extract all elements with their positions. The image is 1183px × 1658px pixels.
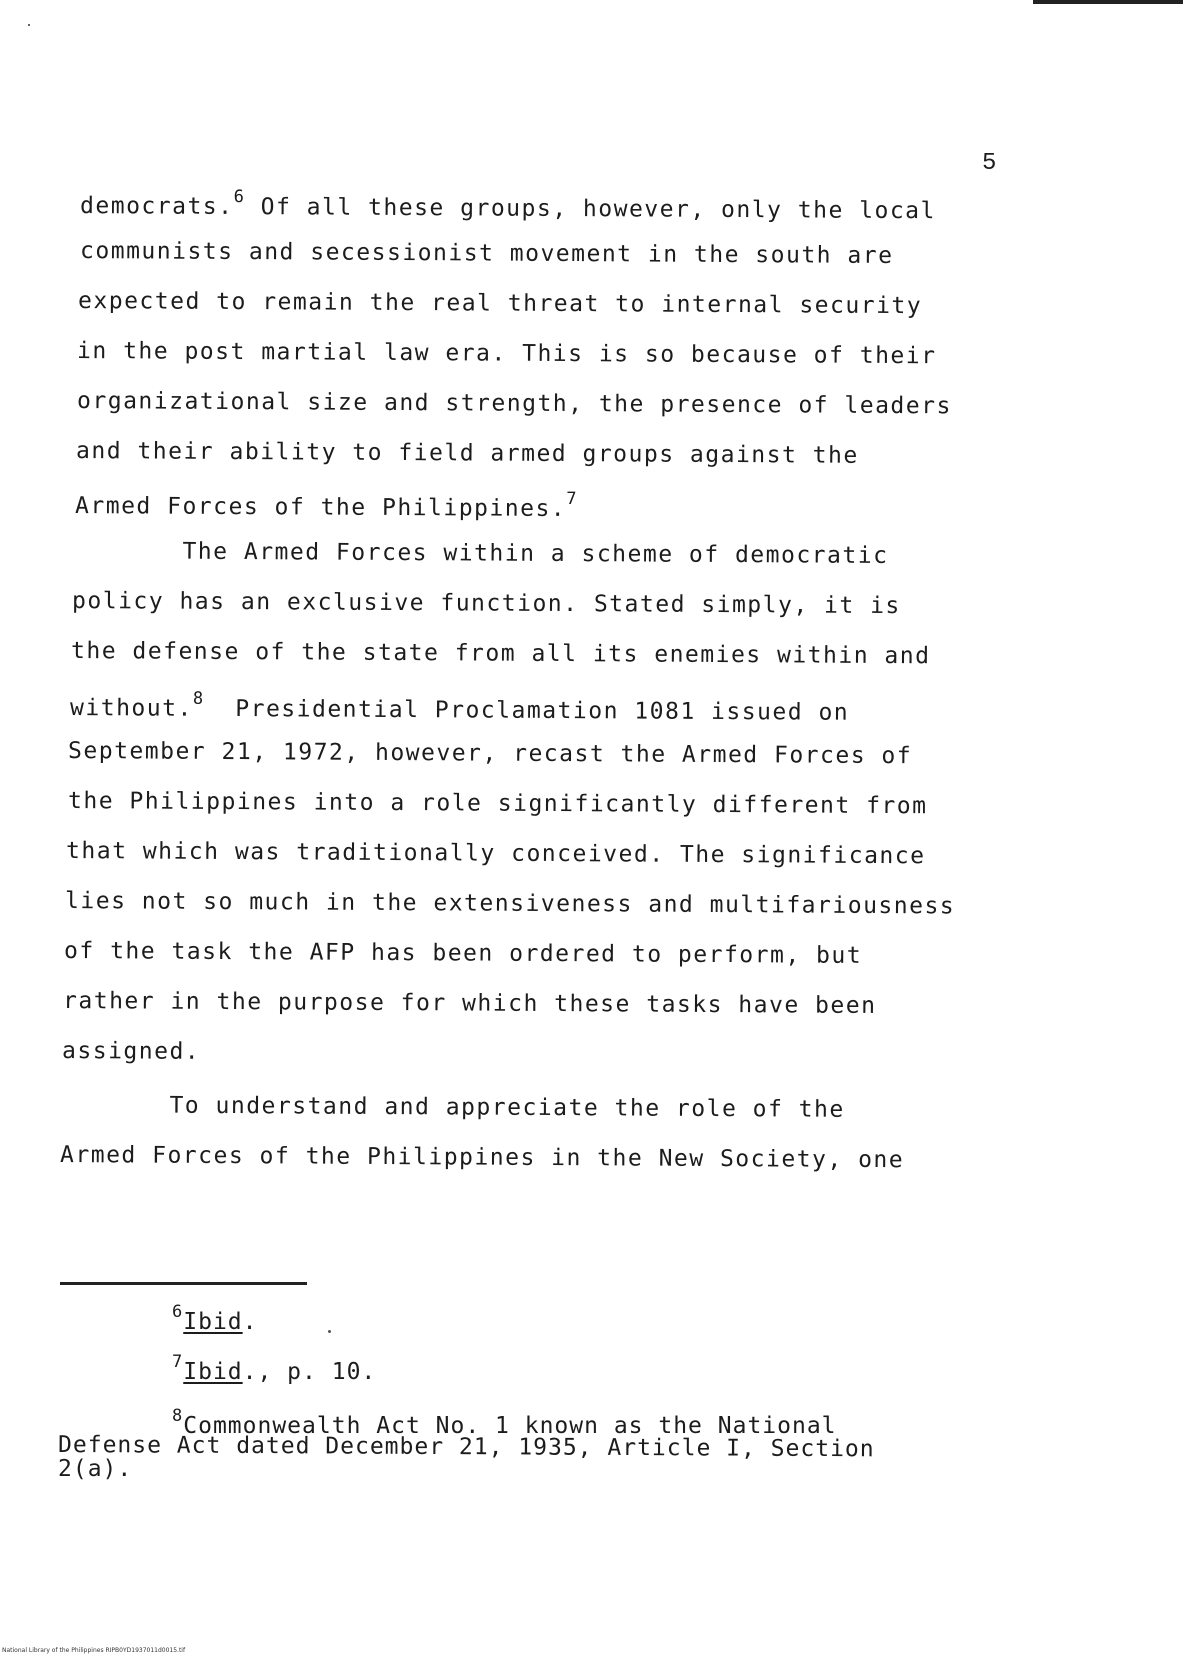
footnote-number: 6: [172, 1302, 184, 1322]
footnote-title: Ibid: [183, 1359, 243, 1385]
footnote-7: $^7$Ibid., p. 10.: [172, 1352, 377, 1385]
footnote-ref: 8: [192, 688, 205, 709]
body-line: rather in the purpose for which these tasks have been: [63, 988, 877, 1019]
body-line: in the post martial law era. This is so because of their: [77, 338, 937, 370]
body-line: lies not so much in the extensiveness and multifariousness: [65, 888, 956, 920]
page-number: 5: [982, 150, 997, 177]
scan-speck: [28, 24, 30, 26]
footnote-number: 7: [172, 1352, 184, 1372]
body-line: Armed Forces of the Philippines in the New Society, one: [60, 1142, 905, 1174]
scan-speck: [328, 1330, 331, 1333]
footnote-separator: [60, 1282, 307, 1285]
body-line: that which was traditionally conceived. The significance: [66, 838, 926, 870]
body-line: Armed Forces of the Philippines.$^7$: [75, 489, 579, 522]
archive-footer: National Library of the Philippines RIPB0YD1937011d0015.tif: [2, 1647, 186, 1654]
footnote-6: $^6$Ibid.: [172, 1302, 258, 1335]
body-line: communists and secessionist movement in the south are: [80, 238, 894, 269]
footnote-title: Ibid: [183, 1309, 243, 1335]
body-line: the defense of the state from all its enemies within and: [71, 638, 931, 670]
body-line: To understand and appreciate the role of the: [62, 1092, 845, 1123]
body-line: assigned.: [62, 1038, 201, 1065]
footnote-number: 8: [172, 1406, 184, 1426]
body-line: The Armed Forces within a scheme of democratic: [75, 538, 889, 569]
body-line: expected to remain the real threat to internal security: [78, 288, 923, 320]
footnote-8-line2: Defense Act dated December 21, 1935, Article I, Section: [58, 1432, 875, 1463]
body-line: without.$^8$ Presidential Proclamation 1081 issued on: [70, 688, 850, 726]
footnote-8-line3: 2(a).: [58, 1456, 133, 1482]
body-line: September 21, 1972, however, recast the Armed Forces of: [68, 738, 913, 770]
body-line: of the task the AFP has been ordered to perform, but: [64, 938, 863, 969]
body-line: and their ability to field armed groups against the: [76, 438, 859, 469]
body-line: democrats.$^6$ Of all these groups, however, only the local: [80, 186, 937, 225]
body-line: organizational size and strength, the presence of leaders: [77, 388, 952, 420]
scan-edge-mark: [1033, 0, 1183, 4]
body-line: policy has an exclusive function. Stated simply, it is: [72, 588, 901, 620]
footnote-ref: 7: [566, 489, 579, 510]
footnote-ref: 6: [233, 186, 246, 208]
body-line: the Philippines into a role significantly different from: [68, 788, 928, 820]
footnote-8: $^8$Commonwealth Act No. 1 known as the National: [172, 1406, 837, 1439]
